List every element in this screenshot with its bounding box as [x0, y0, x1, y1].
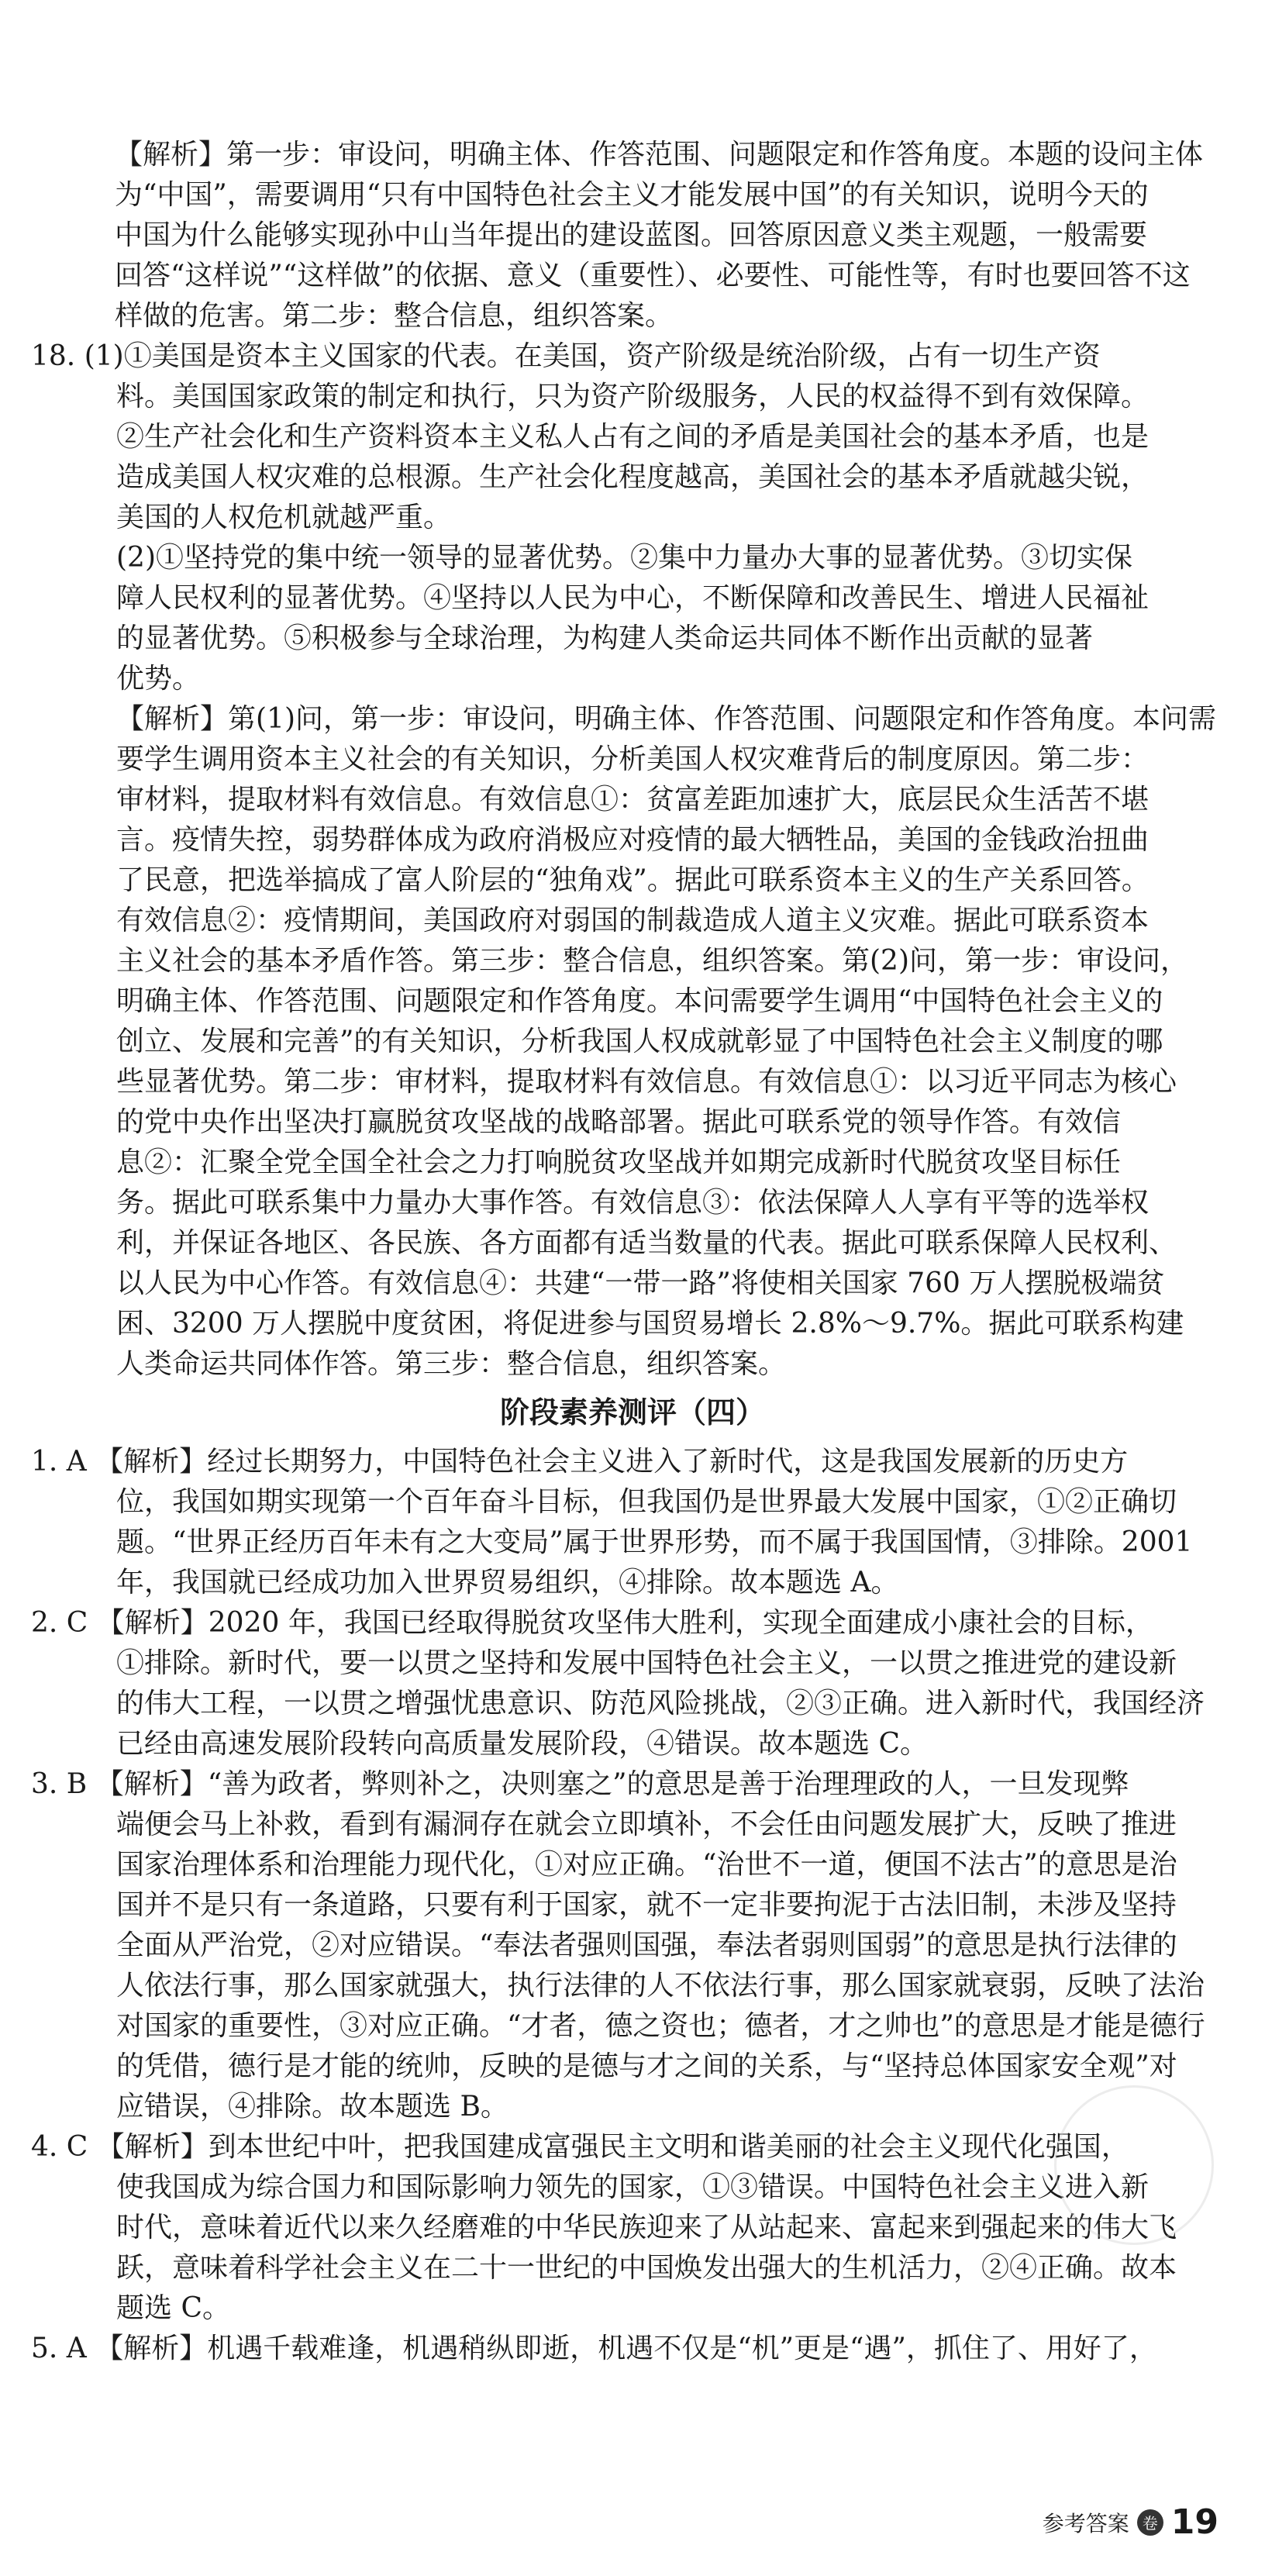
page-footer	[1043, 2502, 1218, 2542]
text-line: 的党中央作出坚决打赢脱贫攻坚战的战略部署。据此可联系党的领导作答。有效信	[116, 1106, 1122, 1138]
text-line: 有效信息②：疫情期间，美国政府对弱国的制裁造成人道主义灾难。据此可联系资本	[116, 905, 1150, 936]
text-line: 应错误，④排除。故本题选 B。	[116, 2091, 508, 2123]
faded-stamp	[1054, 2085, 1214, 2245]
page-number: 19	[1170, 2502, 1218, 2542]
question-18-line: 18. (1)①美国是资本主义国家的代表。在美国，资产阶级是统治阶级，占有一切生产资	[31, 340, 1101, 372]
text-line: 中国为什么能够实现孙中山当年提出的建设蓝图。回答原因意义类主观题，一般需要	[115, 219, 1148, 251]
text-line: 时代，意味着近代以来久经磨难的中华民族迎来了从站起来、富起来到强起来的伟大飞	[116, 2212, 1177, 2243]
text-line: 端便会马上补救，看到有漏洞存在就会立即填补，不会任由问题发展扩大，反映了推进	[116, 1809, 1177, 1840]
text-line: 困、3200 万人摆脱中度贫困，将促进参与国贸易增长 2.8%～9.7%。据此可联系构建	[116, 1308, 1184, 1340]
text-line: 主义社会的基本矛盾作答。第三步：整合信息，组织答案。第(2)问，第一步：审设问，	[116, 945, 1188, 977]
text-line: 言。疫情失控，弱势群体成为政府消极应对疫情的最大牺牲品，美国的金钱政治扭曲	[116, 824, 1150, 856]
text-line: 国并不是只有一条道路，只要有利于国家，就不一定非要拘泥于古法旧制，未涉及坚持	[116, 1889, 1177, 1921]
text-line: 国家治理体系和治理能力现代化，①对应正确。“治世不一道，便国不法古”的意思是治	[116, 1849, 1177, 1881]
text-line: 跃，意味着科学社会主义在二十一世纪的中国焕发出强大的生机活力，②④正确。故本	[116, 2252, 1177, 2284]
text-line: 优势。	[116, 663, 201, 695]
text-line: ①排除。新时代，要一以贯之坚持和发展中国特色社会主义，一以贯之推进党的建设新	[116, 1647, 1177, 1679]
text-line: 息②：汇聚全党全国全社会之力打响脱贫攻坚战并如期完成新时代脱贫攻坚目标任	[116, 1147, 1122, 1178]
text-line: 年，我国就已经成功加入世界贸易组织，④排除。故本题选 A。	[116, 1567, 899, 1598]
text-line: 【解析】第一步：审设问，明确主体、作答范围、问题限定和作答角度。本题的设问主体	[115, 139, 1204, 171]
text-line: 回答“这样说”“这样做”的依据、意义（重要性）、必要性、可能性等，有时也要回答不这	[115, 260, 1191, 291]
text-line: 审材料，提取材料有效信息。有效信息①：贫富差距加速扩大，底层民众生活苦不堪	[116, 784, 1150, 816]
text-line: 障人民权利的显著优势。④坚持以人民为中心，不断保障和改善民生、增进人民福祉	[116, 582, 1150, 614]
text-line: 美国的人权危机就越严重。	[116, 502, 452, 533]
text-line: 对国家的重要性，③对应正确。“才者，德之资也；德者，才之帅也”的意思是才能是德行	[116, 2010, 1205, 2042]
footer-badge-icon: 卷	[1137, 2509, 1163, 2536]
section-title: 阶段素养测评（四）	[499, 1395, 765, 1429]
text-line: 人类命运共同体作答。第三步：整合信息，组织答案。	[116, 1348, 787, 1380]
text-line: 人依法行事，那么国家就强大，执行法律的人不依法行事，那么国家就衰弱，反映了法治	[116, 1970, 1205, 2002]
text-line: 全面从严治党，②对应错误。“奉法者强则国强，奉法者弱则国弱”的意思是执行法律的	[116, 1929, 1177, 1961]
text-line: 明确主体、作答范围、问题限定和作答角度。本问需要学生调用“中国特色社会主义的	[116, 985, 1163, 1017]
text-line: 已经由高速发展阶段转向高质量发展阶段，④错误。故本题选 C。	[116, 1728, 928, 1760]
text-line: 以人民为中心作答。有效信息④：共建“一带一路”将使相关国家 760 万人摆脱极端贫	[116, 1267, 1165, 1299]
text-line: 使我国成为综合国力和国际影响力领先的国家，①③错误。中国特色社会主义进入新	[116, 2171, 1150, 2203]
text-line: 利，并保证各地区、各民族、各方面都有适当数量的代表。据此可联系保障人民权利、	[116, 1227, 1177, 1259]
text-line: 要学生调用资本主义社会的有关知识，分析美国人权灾难背后的制度原因。第二步：	[116, 743, 1150, 775]
text-line: ②生产社会化和生产资料资本主义私人占有之间的矛盾是美国社会的基本矛盾，也是	[116, 421, 1150, 453]
text-line: 题选 C。	[116, 2292, 230, 2324]
text-line: 造成美国人权灾难的总根源。生产社会化程度越高，美国社会的基本矛盾就越尖锐，	[116, 461, 1150, 493]
text-line: 些显著优势。第二步：审材料，提取材料有效信息。有效信息①：以习近平同志为核心	[116, 1066, 1177, 1098]
text-line: 了民意，把选举搞成了富人阶层的“独角戏”。据此可联系资本主义的生产关系回答。	[116, 864, 1150, 896]
text-line: 的伟大工程，一以贯之增强忧患意识、防范风险挑战，②③正确。进入新时代，我国经济	[116, 1688, 1205, 1719]
text-line: 的凭借，德行是才能的统帅，反映的是德与才之间的关系，与“坚持总体国家安全观”对	[116, 2050, 1177, 2082]
text-line: (2)①坚持党的集中统一领导的显著优势。②集中力量办大事的显著优势。③切实保	[116, 542, 1132, 574]
answer-4-line: 4. C 【解析】到本世纪中叶，把我国建成富强民主文明和谐美丽的社会主义现代化强国，	[31, 2131, 1129, 2163]
answer-3-line: 3. B 【解析】“善为政者，弊则补之，决则塞之”的意思是善于治理理政的人，一旦发现弊	[31, 1768, 1129, 1800]
answer-5-line: 5. A 【解析】机遇千载难逢，机遇稍纵即逝，机遇不仅是“机”更是“遇”，抓住了、用好了，	[31, 2333, 1157, 2364]
text-line: 样做的危害。第二步：整合信息，组织答案。	[115, 300, 674, 332]
text-line: 位，我国如期实现第一个百年奋斗目标，但我国仍是世界最大发展中国家，①②正确切	[116, 1486, 1177, 1518]
text-line: 的显著优势。⑤积极参与全球治理，为构建人类命运共同体不断作出贡献的显著	[116, 622, 1094, 654]
text-line: 【解析】第(1)问，第一步：审设问，明确主体、作答范围、问题限定和作答角度。本问需	[116, 703, 1216, 735]
answer-2-line: 2. C 【解析】2020 年，我国已经取得脱贫攻坚伟大胜利，实现全面建成小康社会的目标，	[31, 1607, 1153, 1639]
text-line: 创立、发展和完善”的有关知识，分析我国人权成就彰显了中国特色社会主义制度的哪	[116, 1026, 1163, 1057]
footer-label: 参考答案	[1042, 2510, 1129, 2536]
text-line: 料。美国国家政策的制定和执行，只为资产阶级服务，人民的权益得不到有效保障。	[116, 381, 1150, 412]
text-line: 务。据此可联系集中力量办大事作答。有效信息③：依法保障人人享有平等的选举权	[116, 1187, 1150, 1219]
text-line: 为“中国”，需要调用“只有中国特色社会主义才能发展中国”的有关知识，说明今天的	[115, 179, 1149, 211]
answer-1-line: 1. A 【解析】经过长期努力，中国特色社会主义进入了新时代，这是我国发展新的历史方	[31, 1446, 1129, 1478]
text-line: 题。“世界正经历百年未有之大变局”属于世界形势，而不属于我国国情，③排除。2001	[116, 1526, 1193, 1558]
